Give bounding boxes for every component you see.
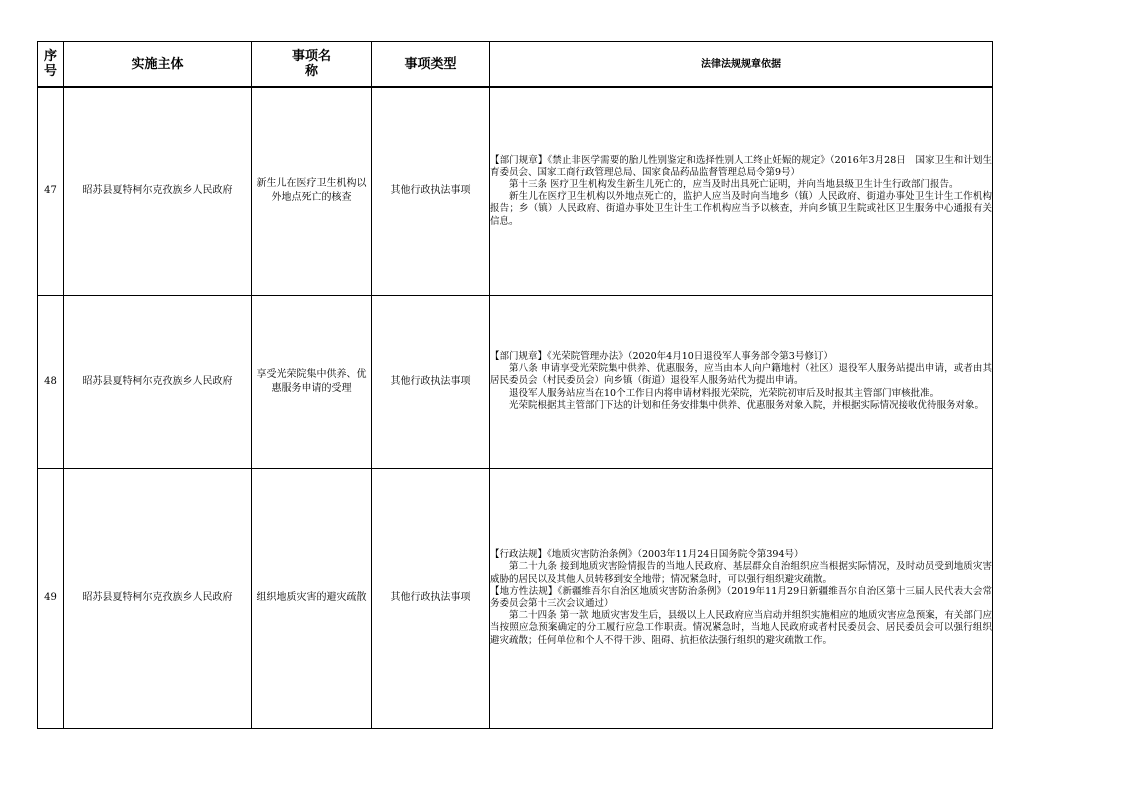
row-unit: 昭苏县夏特柯尔克孜族乡人民政府 (64, 87, 252, 295)
basis-paragraph: 【行政法规】《地质灾害防治条例》（2003年11月24日国务院令第394号） (490, 549, 804, 561)
row-item-name: 组织地质灾害的避灾疏散 (252, 468, 372, 728)
basis-paragraph: 第八条 申请享受光荣院集中供养、优惠服务，应当由本人向户籍地村（社区）退役军人服务站提出申请，或者由其居民委员会（村民委员会）向乡镇（街道）退役军人服务站代为提出申请。 (490, 363, 992, 387)
row-legal-basis (490, 87, 993, 295)
row-item-type: 其他行政执法事项 (372, 468, 490, 728)
basis-paragraph: 【地方性法规】《新疆维吾尔自治区地质灾害防治条例》（2019年11月29日新疆维吾尔自治区第十三届人民代表大会常务委员会第十三次会议通过） (490, 585, 992, 609)
items-table (37, 41, 993, 729)
table-row (38, 87, 993, 295)
basis-paragraph: 退役军人服务站应当在10个工作日内将申请材料报光荣院，光荣院初审后及时报其主管部门审核批准。 (509, 387, 940, 399)
basis-paragraph: 新生儿在医疗卫生机构以外地点死亡的，监护人应当及时向当地乡（镇）人民政府、街道办事处卫生计生工作机构报告；乡（镇）人民政府、街道办事处卫生计生工作机构应当予以核查，并向乡镇卫生院或社区卫生服务中心通报有关信息。 (490, 191, 992, 227)
row-item-type: 其他行政执法事项 (372, 87, 490, 295)
basis-paragraph: 第十三条 医疗卫生机构发生新生儿死亡的，应当及时出具死亡证明，并向当地县级卫生计生行政部门报告。 (509, 179, 959, 191)
basis-paragraph: 第二十九条 接到地质灾害险情报告的当地人民政府、基层群众自治组织应当根据实际情况，及时动员受到地质灾害威胁的居民以及其他人员转移到安全地带；情况紧急时，可以强行组织避灾疏散。 (490, 561, 992, 585)
header-name: 事项名称 (252, 42, 372, 88)
row-number: 48 (38, 295, 64, 468)
row-item-type: 其他行政执法事项 (372, 295, 490, 468)
header-row (38, 42, 993, 88)
basis-paragraph: 第二十四条 第一款 地质灾害发生后，县级以上人民政府应当启动并组织实施相应的地质灾害应急预案，有关部门应当按照应急预案确定的分工履行应急工作职责。情况紧急时，当地人民政府或者村民委员会、居民委员会可以强行组织避灾疏散；任何单位和个人不得干涉、阻碍、抗拒依法强行组织的避灾疏散工作。 (490, 610, 992, 646)
row-unit: 昭苏县夏特柯尔克孜族乡人民政府 (64, 468, 252, 728)
basis-paragraph: 【部门规章】《光荣院管理办法》（2020年4月10日退役军人事务部令第3号修订） (490, 350, 833, 362)
row-legal-basis (490, 468, 993, 728)
header-type: 事项类型 (372, 42, 490, 88)
basis-paragraph: 光荣院根据其主管部门下达的计划和任务安排集中供养、优惠服务对象入院，并根据实际情况接收优待服务对象。 (509, 399, 985, 411)
row-unit: 昭苏县夏特柯尔克孜族乡人民政府 (64, 295, 252, 468)
basis-paragraph: 【部门规章】《禁止非医学需要的胎儿性别鉴定和选择性别人工终止妊娠的规定》（2016年3月28日 国家卫生和计划生育委员会、国家工商行政管理总局、国家食品药品监督管理总局令第9号） (490, 154, 992, 178)
row-number: 49 (38, 468, 64, 728)
row-item-name: 新生儿在医疗卫生机构以外地点死亡的核查 (252, 87, 372, 295)
table-row (38, 295, 993, 468)
header-unit: 实施主体 (64, 42, 252, 88)
table-row (38, 468, 993, 728)
header-num: 序号 (38, 42, 64, 88)
row-legal-basis (490, 295, 993, 468)
row-number: 47 (38, 87, 64, 295)
header-basis: 法律法规规章依据 (490, 42, 993, 88)
row-item-name: 享受光荣院集中供养、优惠服务申请的受理 (252, 295, 372, 468)
